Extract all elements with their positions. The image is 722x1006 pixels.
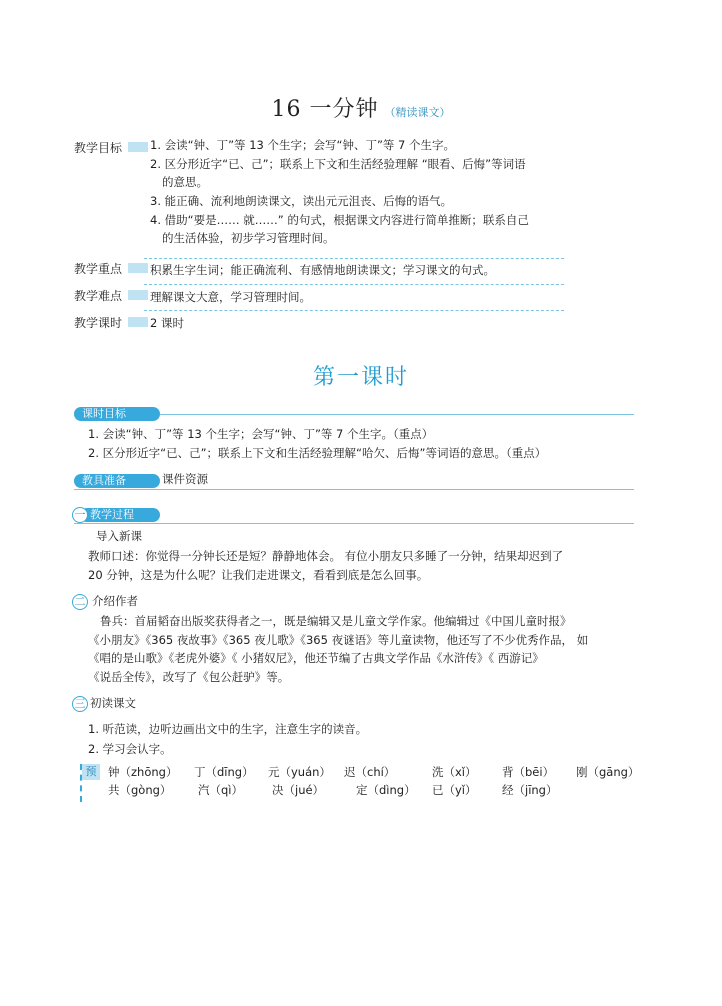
pinyin-item: 决（jué） — [272, 783, 325, 797]
key-text: 积累生字生词；能正确流利、有感情地朗读课文；学习课文的句式。 — [150, 263, 495, 277]
lesson-title: 第一课时 — [312, 365, 409, 390]
pinyin-item: 定（dìng） — [356, 783, 416, 797]
difficulty-label: 教学难点 — [74, 286, 126, 305]
label-underline — [160, 414, 634, 415]
goal-4-cont: 的生活体验，初步学习管理时间。 — [162, 231, 335, 245]
step3-item1: 1. 听范读，边听边画出文中的生字，注意生字的读音。 — [88, 722, 368, 736]
pinyin-item: 钟（zhōng） — [108, 765, 178, 779]
lesson-target-label: 课时目标 — [74, 407, 160, 421]
step3-title: 初读课文 — [90, 696, 136, 710]
step-number: 一 — [72, 507, 88, 523]
divider — [144, 310, 564, 311]
lesson-target-2: 2. 区分形近字“已、己”；联系上下文和生活经验理解“哈欠、后悔”等词语的意思。（重点） — [88, 446, 547, 460]
pinyin-item: 背（bēi） — [502, 765, 555, 779]
difficulty-text: 理解课文大意，学习管理时间。 — [150, 290, 311, 304]
label-accent — [128, 317, 148, 327]
step2-line2: 《小朋友》《365 夜故事》《365 夜儿歌》《365 夜谜语》等儿童读物，他还写了不少优秀作品， 如 — [88, 633, 589, 647]
pinyin-item: 刚（gāng） — [576, 765, 640, 779]
step1-title: 导入新课 — [96, 529, 142, 543]
goal-1: 1. 会读“钟、丁”等 13 个生字；会写“钟、丁”等 7 个生字。 — [150, 138, 456, 152]
step2-line1: 鲁兵：首届韬奋出版奖获得者之一，既是编辑又是儿童文学作家。他编辑过《中国儿童时报》 — [100, 614, 572, 628]
key-label: 教学重点 — [74, 259, 126, 278]
goal-3: 3. 能正确、流利地朗读课文，读出元元沮丧、后悔的语气。 — [150, 194, 453, 208]
step-number: 三 — [72, 696, 88, 712]
label-accent — [128, 290, 148, 300]
step2-title: 介绍作者 — [92, 594, 138, 608]
pinyin-item: 汽（qì） — [198, 783, 243, 797]
divider — [144, 258, 564, 259]
step2-line4: 《说岳全传》，改写了《包公赶驴》等。 — [88, 670, 290, 684]
goal-2-cont: 的意思。 — [162, 175, 208, 189]
step-number: 二 — [72, 594, 88, 610]
process-label: 教学过程 — [80, 508, 160, 522]
goal-2: 2. 区分形近字“已、己”；联系上下文和生活经验理解 “眼看、后悔”等词语 — [150, 157, 526, 171]
pinyin-item: 经（jīng） — [502, 783, 558, 797]
pinyin-item: 已（yǐ） — [432, 783, 477, 797]
pinyin-item: 丁（dīng） — [194, 765, 254, 779]
label-accent — [128, 142, 148, 152]
divider — [144, 284, 564, 285]
label-underline — [74, 489, 634, 490]
step3-item2: 2. 学习会认字。 — [88, 742, 172, 756]
lesson-target-1: 1. 会读“钟、丁”等 13 个生字；会写“钟、丁”等 7 个生字。（重点） — [88, 427, 434, 441]
step2-line3: 《唱的是山歌》《老虎外婆》《 小猪奴尼》，他还节编了古典文学作品《水浒传》《 西游记》 — [88, 651, 544, 665]
prep-label: 教具准备 — [74, 474, 160, 488]
goal-4: 4. 借助“要是…… 就……” 的句式，根据课文内容进行简单推断；联系自己 — [150, 213, 529, 227]
title-subtitle: （精读课文） — [384, 106, 451, 119]
label-accent — [128, 263, 148, 273]
preview-tag: 预 — [82, 764, 100, 780]
title-text: 16 一分钟 — [271, 97, 379, 122]
pinyin-item: 共（gòng） — [108, 783, 172, 797]
hours-text: 2 课时 — [150, 316, 184, 330]
step1-line2: 20 分钟，这是为什么呢？让我们走进课文，看看到底是怎么回事。 — [88, 568, 429, 582]
goals-label: 教学目标 — [74, 138, 126, 157]
page-title — [0, 92, 722, 123]
prep-text: 课件资源 — [162, 472, 208, 486]
pinyin-item: 迟（chí） — [344, 765, 396, 779]
hours-label: 教学课时 — [74, 313, 126, 332]
pinyin-item: 元（yuán） — [268, 765, 331, 779]
pinyin-item: 洗（xǐ） — [432, 765, 477, 779]
label-underline — [74, 523, 634, 524]
step1-line1: 教师口述：你觉得一分钟长还是短？静静地体会。 有位小朋友只多睡了一分钟，结果却迟到了 — [88, 549, 564, 563]
